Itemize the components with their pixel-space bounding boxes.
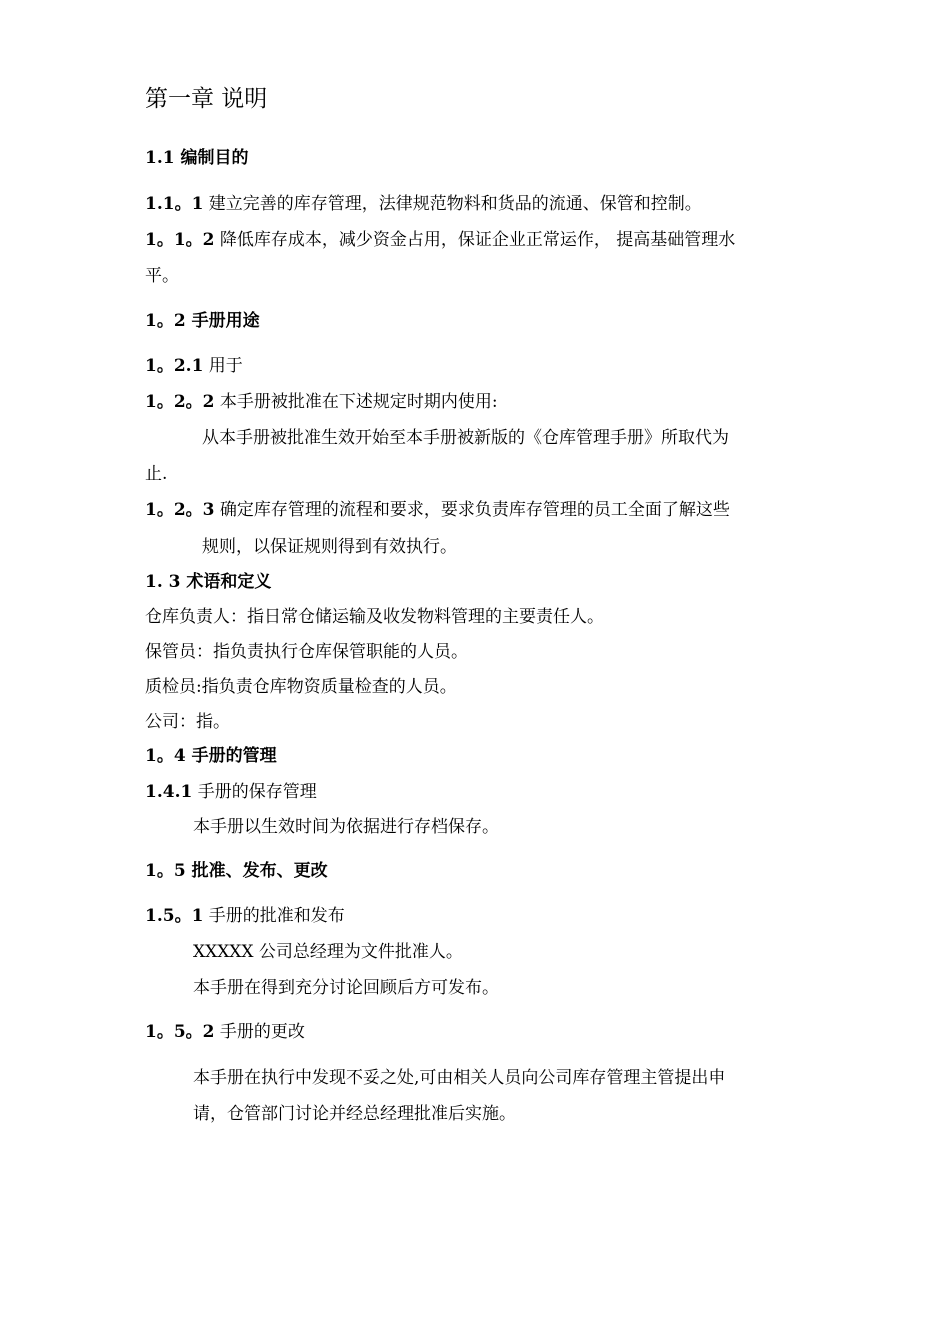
item-number: 1。2。2 [145,392,215,412]
section-heading-1-4: 1。4 手册的管理 [145,746,277,766]
item-1-2-2 [145,391,498,413]
item-1-5-1-line: XXXXX 公司总经理为文件批准人。 [193,942,463,962]
term-definition: 公司：指。 [145,712,230,732]
item-1-1-2-continuation: 平。 [145,266,179,286]
item-1-5-1 [145,905,345,927]
term-definition: 仓库负责人：指日常仓储运输及收发物料管理的主要责任人。 [145,607,604,627]
item-text: 手册的保存管理 [192,782,317,802]
term-definition: 保管员：指负责执行仓库保管职能的人员。 [145,642,468,662]
item-text: 用于 [203,356,243,376]
item-1-4-1-body: 本手册以生效时间为依据进行存档保存。 [193,817,499,837]
item-1-5-1-line: 本手册在得到充分讨论回顾后方可发布。 [193,978,499,998]
item-1-4-1 [145,781,317,803]
item-1-2-3-continuation: 规则，以保证规则得到有效执行。 [202,537,457,557]
item-number: 1。2。3 [145,500,215,520]
item-1-1-2 [145,229,735,251]
item-1-5-2-line: 本手册在执行中发现不妥之处,可由相关人员向公司库存管理主管提出申 [193,1068,726,1088]
item-text: 手册的批准和发布 [203,906,345,926]
item-1-2-2-detail: 从本手册被批准生效开始至本手册被新版的《仓库管理手册》所取代为 [202,428,729,448]
item-1-2-1 [145,355,243,377]
item-1-2-3 [145,499,730,521]
item-text: 确定库存管理的流程和要求，要求负责库存管理的员工全面了解这些 [214,500,730,520]
chapter-title: 第一章 说明 [145,86,268,112]
section-heading-1-2: 1。2 手册用途 [145,311,260,331]
item-1-2-2-continuation: 止. [145,464,168,484]
item-number: 1.1。1 [145,194,204,214]
item-text: 手册的更改 [214,1022,305,1042]
item-1-1-1 [145,193,702,215]
section-heading-1-1: 1.1 编制目的 [145,148,249,168]
term-definition: 质检员:指负责仓库物资质量检查的人员。 [145,677,457,697]
item-text: 降低库存成本，减少资金占用，保证企业正常运作， 提高基础管理水 [214,230,736,250]
item-number: 1。2.1 [145,356,204,376]
item-text: 建立完善的库存管理，法律规范物料和货品的流通、保管和控制。 [203,194,702,214]
section-heading-1-5: 1。5 批准、发布、更改 [145,861,328,881]
item-1-5-2-line: 请，仓管部门讨论并经总经理批准后实施。 [193,1104,516,1124]
item-number: 1。1。2 [145,230,215,250]
item-number: 1.5。1 [145,906,204,926]
item-1-5-2 [145,1021,305,1043]
item-number: 1.4.1 [145,782,193,802]
item-number: 1。5。2 [145,1022,215,1042]
section-heading-1-3: 1. 3 术语和定义 [145,572,272,592]
item-text: 本手册被批准在下述规定时期内使用: [214,392,498,412]
